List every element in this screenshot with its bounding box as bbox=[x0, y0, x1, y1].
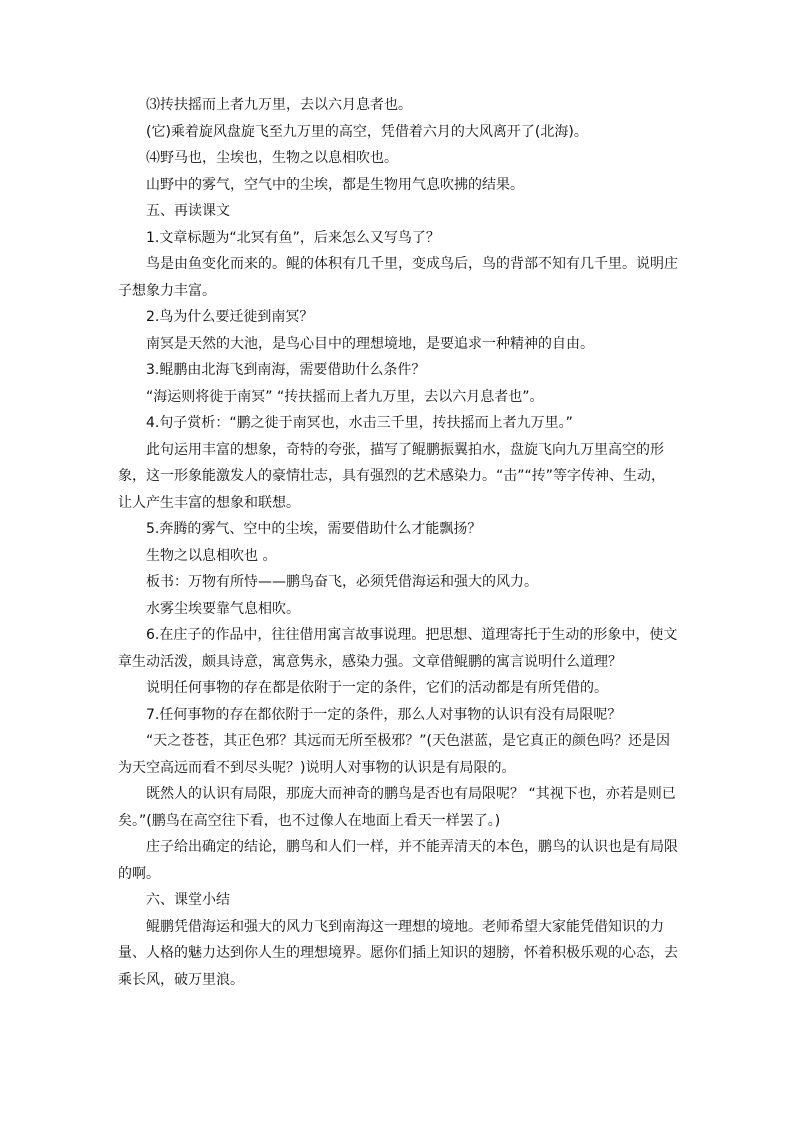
question-5: 5.奔腾的雾气、空中的尘埃，需要借助什么才能飘扬？ bbox=[146, 521, 482, 537]
board-note-2: 水雾尘埃要靠气息相吹。 bbox=[146, 600, 300, 617]
answer-5: 生物之以息相吹也 。 bbox=[146, 547, 277, 564]
question-3: 3.鲲鹏由北海飞到南海，需要借助什么条件？ bbox=[146, 362, 426, 378]
answer-7a: “天之苍苍，其正色邪？其远而无所至极邪？”(天色湛蓝，是它真正的颜色吗？还是因为天空高远而看不到尽头呢？)说明人对事物的认识是有局限的。 bbox=[118, 733, 670, 776]
section-heading-summary: 六、课堂小结 bbox=[146, 892, 230, 908]
board-note-1: 板书：万物有所恃——鹏鸟奋飞，必须凭借海运和强大的风力。 bbox=[146, 574, 538, 590]
answer-7b: 既然人的认识有局限，那庞大而神奇的鹏鸟是否也有局限呢？ “其视下也，亦若是则已矣。”(鹏鸟在高空往下看，也不过像人在地面上看天一样罢了。) bbox=[118, 786, 676, 829]
paragraph-translation-3: (它)乘着旋风盘旋飞至九万里的高空，凭借着六月的大风离开了(北海)。 bbox=[146, 123, 588, 140]
question-4: 4.句子赏析：“鹏之徙于南冥也，水击三千里，抟扶摇而上者九万里。” bbox=[146, 415, 573, 431]
paragraph-classical-line-3: ⑶抟扶摇而上者九万里，去以六月息者也。 bbox=[146, 97, 412, 113]
answer-4: 此句运用丰富的想象，奇特的夸张，描写了鲲鹏振翼拍水，盘旋飞向九万里高空的形象，这一形象能激发人的豪情壮志，具有强烈的艺术感染力。“击”“抟”等字传神、生动，让人产生丰富的想象和联想。 bbox=[118, 441, 666, 511]
summary-paragraph: 鲲鹏凭借海运和强大的风力飞到南海这一理想的境地。老师希望大家能凭借知识的力量、人格的魅力达到你人生的理想境界。愿你们插上知识的翅膀，怀着积极乐观的心态，去乘长风，破万里浪。 bbox=[118, 918, 678, 988]
question-7: 7.任何事物的存在都依附于一定的条件，那么人对事物的认识有没有局限呢？ bbox=[146, 706, 622, 723]
question-6: 6.在庄子的作品中，往往借用寓言故事说理。把思想、道理寄托于生动的形象中，使文章生动活泼，颇具诗意，寓意隽永，感染力强。文章借鲲鹏的寓言说明什么道理？ bbox=[118, 627, 678, 670]
paragraph-classical-line-4: ⑷野马也，尘埃也，生物之以息相吹也。 bbox=[146, 150, 398, 166]
question-1: 1.文章标题为“北冥有鱼”，后来怎么又写鸟了？ bbox=[146, 229, 440, 246]
answer-3: “海运则将徙于南冥” “抟扶摇而上者九万里，去以六月息者也”。 bbox=[146, 388, 544, 405]
document-body bbox=[118, 92, 678, 993]
answer-6: 说明任何事物的存在都是依附于一定的条件，它们的活动都是有所凭借的。 bbox=[146, 680, 608, 696]
answer-1: 鸟是由鱼变化而来的。鲲的体积有几千里，变成鸟后，鸟的背部不知有几千里。说明庄子想象力丰富。 bbox=[118, 256, 678, 299]
paragraph-translation-4: 山野中的雾气，空气中的尘埃，都是生物用气息吹拂的结果。 bbox=[146, 176, 524, 193]
question-2: 2.鸟为什么要迁徙到南冥？ bbox=[146, 309, 314, 325]
section-heading-reread: 五、再读课文 bbox=[146, 203, 230, 219]
answer-7c: 庄子给出确定的结论，鹏鸟和人们一样，并不能弄清天的本色，鹏鸟的认识也是有局限的啊。 bbox=[118, 839, 678, 882]
answer-2: 南冥是天然的大池，是鸟心目中的理想境地，是要追求一种精神的自由。 bbox=[146, 335, 594, 352]
